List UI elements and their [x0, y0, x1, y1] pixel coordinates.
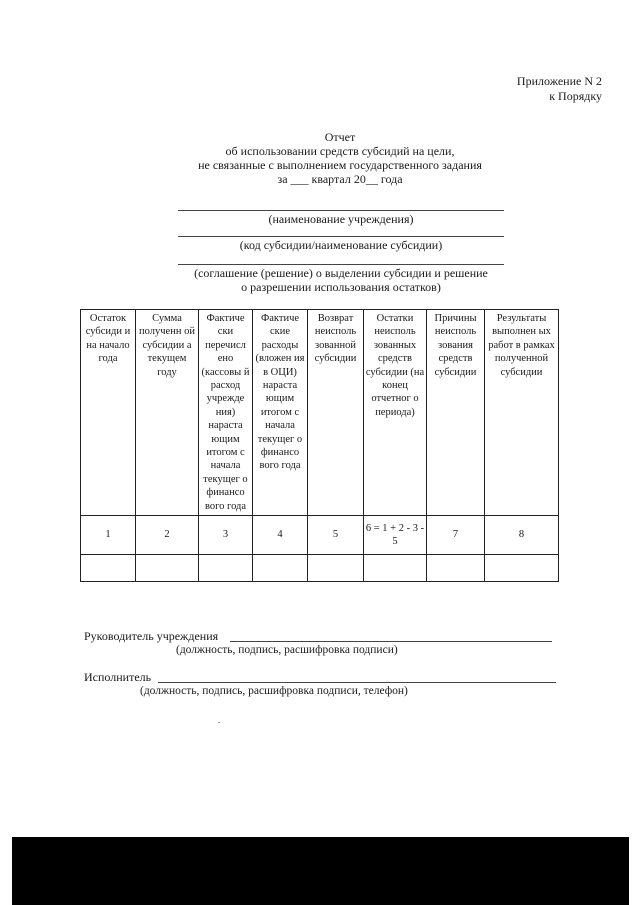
report-table — [80, 309, 559, 582]
header-results: Результаты выполнен ых работ в рамках полученной субсидии — [485, 310, 559, 516]
column-number: 3 — [199, 516, 253, 555]
appendix-note — [517, 74, 602, 104]
executor-signature-line — [158, 682, 556, 683]
title-line-4: за ___ квартал 20__ года — [277, 172, 403, 186]
agreement-caption — [160, 266, 522, 294]
agreement-field-line — [178, 264, 504, 265]
column-number: 7 — [427, 516, 485, 555]
table-cell — [308, 555, 364, 582]
table-cell — [427, 555, 485, 582]
table-cell — [81, 555, 136, 582]
appendix-reference: к Порядку — [549, 89, 602, 103]
column-number: 2 — [136, 516, 199, 555]
header-received-amount: Сумма полученн ой субсидии а текущем году — [136, 310, 199, 516]
column-number: 1 — [81, 516, 136, 555]
header-unused-balance: Остатки неисполь зованных средств субсидии (на конец отчетног о периода) — [364, 310, 427, 516]
table-header-row — [81, 310, 559, 516]
subsidy-field-line — [178, 236, 504, 237]
column-number: 6 = 1 + 2 - 3 - 5 — [364, 516, 427, 555]
report-title — [150, 130, 530, 186]
table-cell — [485, 555, 559, 582]
executor-label: Исполнитель — [84, 670, 152, 684]
head-signature-caption: (должность, подпись, расшифровка подписи) — [176, 644, 398, 656]
appendix-number: Приложение N 2 — [516, 74, 602, 88]
table-number-row — [81, 516, 559, 555]
column-number: 8 — [485, 516, 559, 555]
table-cell — [253, 555, 308, 582]
column-number: 5 — [308, 516, 364, 555]
executor-signature-caption: (должность, подпись, расшифровка подписи, телефон) — [140, 685, 408, 697]
table-cell — [364, 555, 427, 582]
header-opening-balance: Остаток субсиди и на начало года — [81, 310, 136, 516]
agreement-caption-line-2: о разрешении использования остатков) — [241, 280, 441, 294]
scan-speck — [218, 722, 220, 723]
table-empty-row — [81, 555, 559, 582]
institution-field-line — [178, 210, 504, 211]
header-transferred: Фактиче ски перечисл ено (кассовы й расход учрежде ния) нараста ющим итогом с начала текущег о финансо вого года — [199, 310, 253, 516]
column-number: 4 — [253, 516, 308, 555]
institution-caption: (наименование учреждения) — [268, 212, 414, 226]
head-signature-line — [230, 641, 552, 642]
header-returned: Возврат неисполь зованной субсидии — [308, 310, 364, 516]
subsidy-caption: (код субсидии/наименование субсидии) — [239, 238, 443, 252]
scan-bottom-border — [12, 837, 629, 905]
table-cell — [199, 555, 253, 582]
title-line-2: об использовании средств субсидий на цели, — [225, 144, 455, 158]
head-signature-label: Руководитель учреждения — [84, 629, 219, 643]
title-line-3: не связанные с выполнением государственного задания — [198, 158, 482, 172]
agreement-caption-line-1: (соглашение (решение) о выделении субсидии и решение — [194, 266, 488, 280]
header-reasons: Причины неисполь зования средств субсидии — [427, 310, 485, 516]
title-line-1: Отчет — [324, 130, 356, 144]
table-cell — [136, 555, 199, 582]
header-actual-expenses: Фактиче ские расходы (вложен ия в ОЦИ) нараста ющим итогом с начала текущег о финансо вого года — [253, 310, 308, 516]
